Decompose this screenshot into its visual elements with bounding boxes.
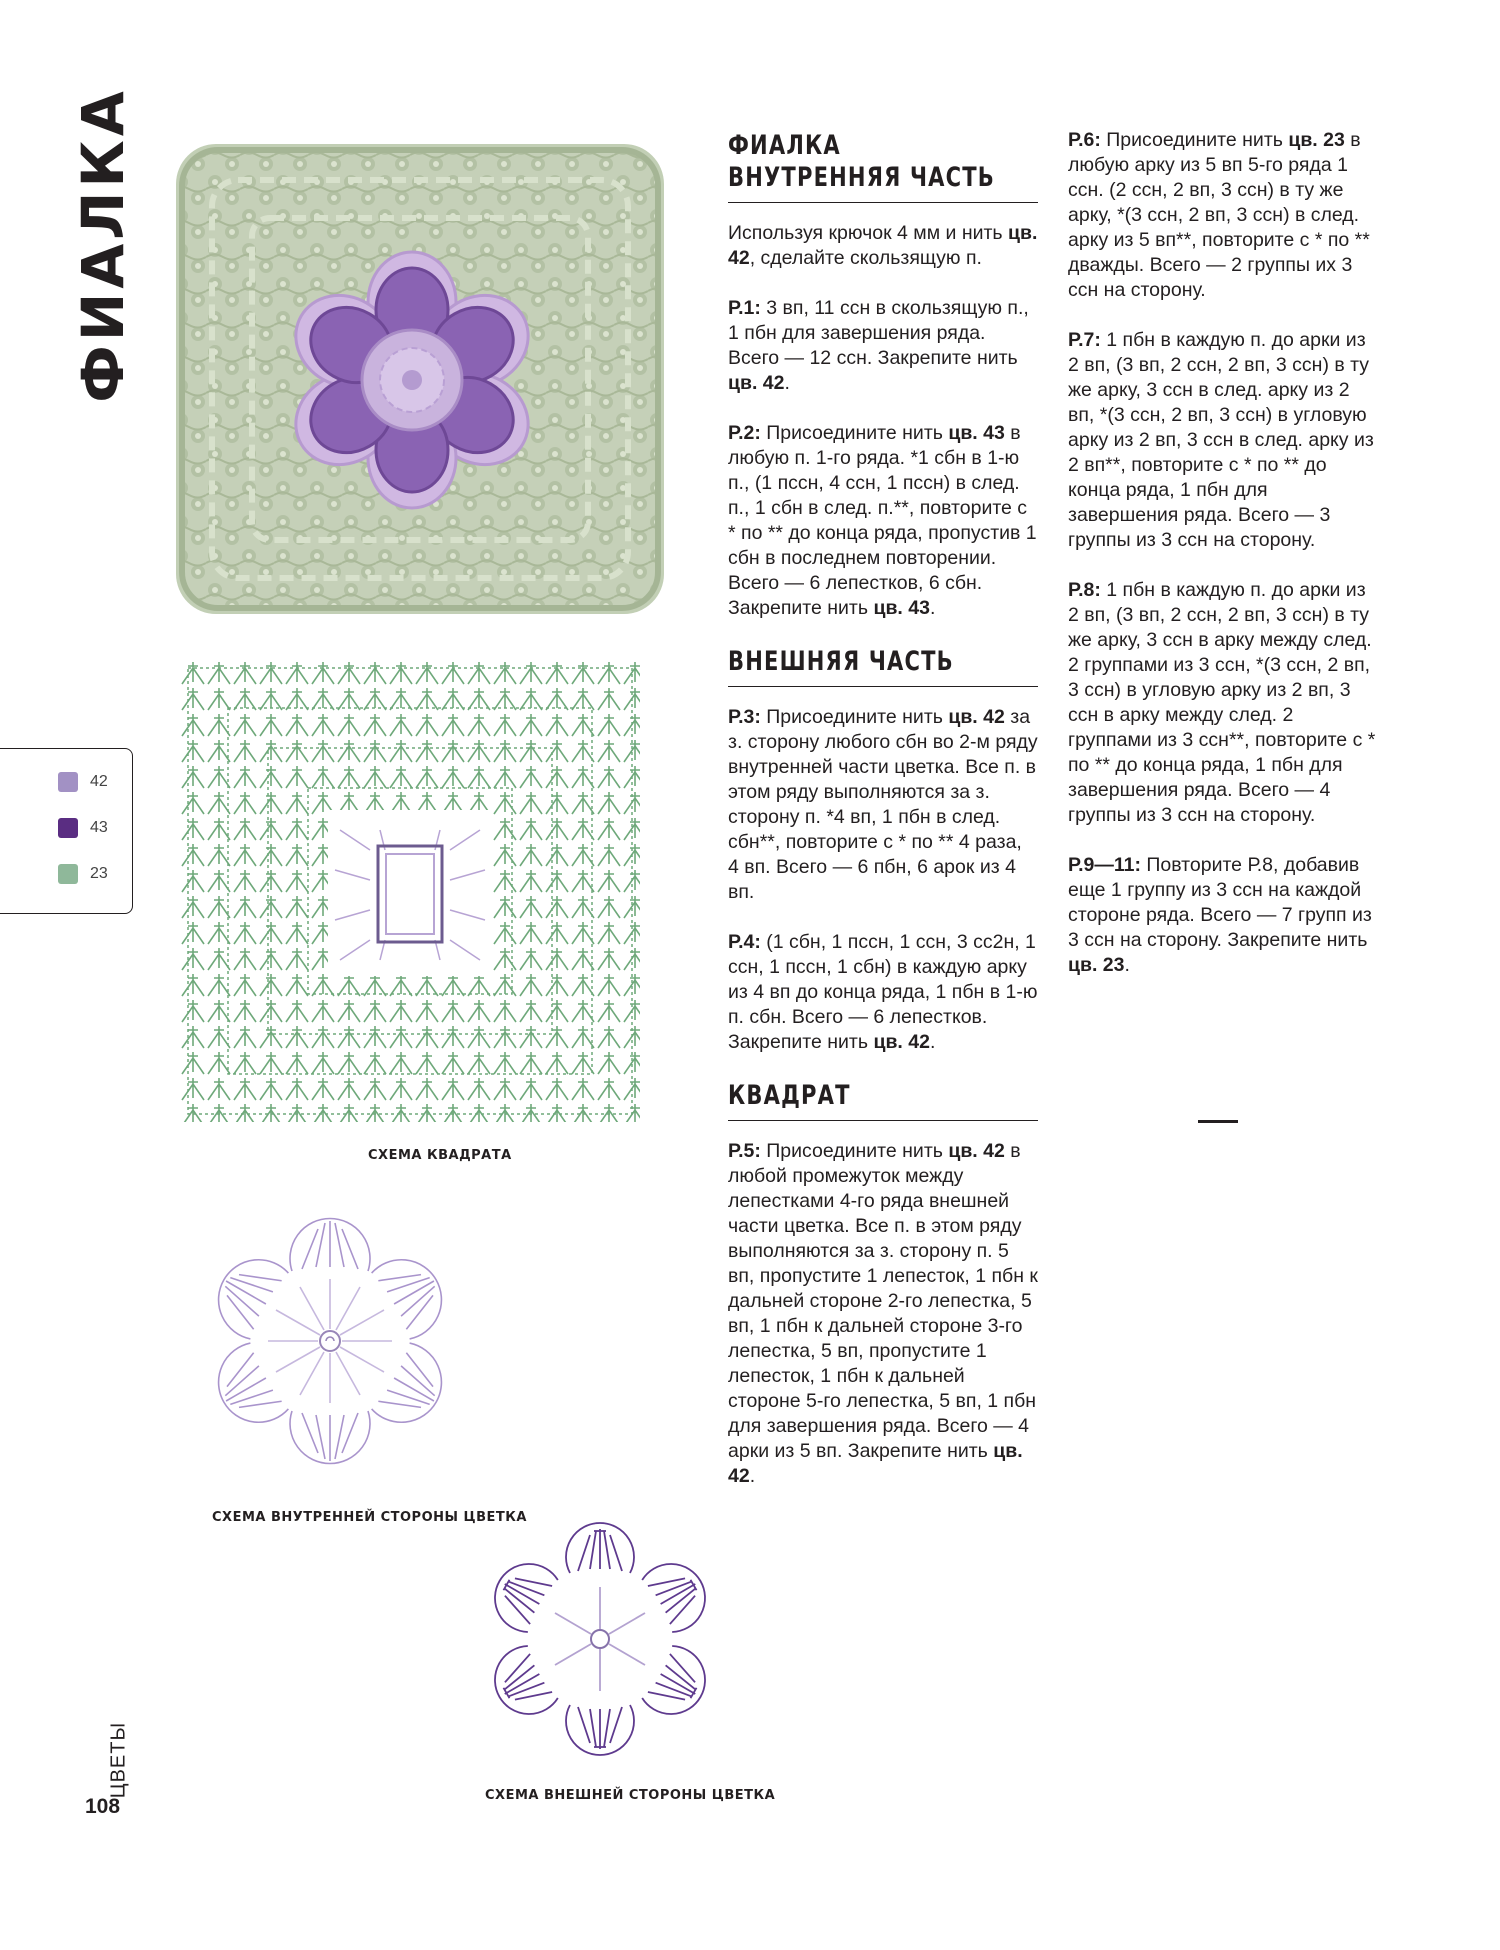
color-legend bbox=[0, 748, 133, 914]
legend-label: 43 bbox=[90, 819, 108, 836]
row-6-text-a: Присоедините нить bbox=[1100, 129, 1289, 151]
row-9-text: Повторите Р.8, добавив еще 1 группу из 3 ссн на каждой стороне ряда. Всего — 7 групп из 3 ссн на сторону. Закрепите нить bbox=[1068, 854, 1372, 951]
row-1-end: . bbox=[784, 372, 790, 394]
outer-flower-chart bbox=[480, 1518, 720, 1760]
page-number: 108 bbox=[85, 1795, 121, 1818]
row-2-label: Р.2: bbox=[728, 422, 761, 444]
row-7-paragraph bbox=[1068, 328, 1378, 553]
square-heading: КВАДРАТ bbox=[728, 1080, 851, 1111]
outer-chart-caption: СХЕМА ВНЕШНЕЙ СТОРОНЫ ЦВЕТКА bbox=[485, 1788, 776, 1803]
vertical-title-text: ФИАЛКА bbox=[69, 87, 137, 403]
row-8-paragraph bbox=[1068, 578, 1378, 828]
row-3-text-b: за з. сторону любого сбн во 2-м ряду внутренней части цветка. Все п. в этом ряду выполняются за з. сторону п. *4 вп, 1 пбн в след. сбн**, повторите с * по ** 4 раза, 4 вп. Всего — 6 пбн, 6 арок из 4 вп. bbox=[728, 706, 1038, 903]
row-4-paragraph bbox=[728, 930, 1038, 1055]
legend-item bbox=[58, 817, 108, 839]
row-2-color-b: цв. 43 bbox=[873, 597, 930, 619]
legend-swatch bbox=[58, 818, 78, 838]
row-2-end: . bbox=[929, 597, 936, 619]
intro-paragraph bbox=[728, 221, 1038, 271]
row-2-color-a: цв. 43 bbox=[948, 422, 1005, 444]
legend-swatch bbox=[58, 864, 78, 884]
row-7-label: Р.7: bbox=[1068, 329, 1101, 351]
row-9-11-paragraph bbox=[1068, 853, 1378, 978]
square-chart-caption: СХЕМА КВАДРАТА bbox=[368, 1148, 512, 1163]
row-5-end: . bbox=[749, 1465, 756, 1487]
vertical-title bbox=[58, 87, 148, 403]
intro-text: Используя крючок 4 мм и нить bbox=[728, 222, 1009, 244]
outer-heading: ВНЕШНЯЯ ЧАСТЬ bbox=[728, 646, 954, 677]
row-4-text: (1 сбн, 1 пссн, 1 ссн, 3 сс2н, 1 ссн, 1 пссн, 1 сбн) в каждую арку из 4 вп до конца ряда, 1 пбн в 1-ю п. сбн. Всего — 6 лепестков. Закрепите нить bbox=[728, 931, 1038, 1053]
heading-rule bbox=[728, 1120, 1038, 1121]
category-text: ЦВЕТЫ bbox=[107, 1721, 130, 1799]
row-5-text-b: в любой промежуток между лепестками 4-го ряда внешней части цветка. Все п. в этом ряду выполняются за з. сторону п. 5 вп, пропустите 1 лепесток, 1 пбн к дальней стороне 2-го лепестка, 5 вп, 1 пбн к дальней стороне 3-го лепестка, 5 вп, пропустите 1 лепесток, 1 пбн к дальней стороне 5-го лепестка, 5 вп, 1 пбн для завершения ряда. Всего — 4 арки из 5 вп. Закрепите нить bbox=[728, 1140, 1038, 1462]
row-7-text: 1 пбн в каждую п. до арки из 2 вп, (3 вп, 2 ссн, 2 вп, 3 ссн) в ту же арку, 3 ссн в след. арку из 2 вп, *(3 ссн, 2 вп, 3 ссн) в угловую арку из 2 вп, 3 ссн в след. арку из 2 вп**, повторите с * по ** до конца ряда, 1 пбн для завершения ряда. Всего — 3 группы из 3 ссн на сторону. bbox=[1068, 329, 1374, 551]
row-5-paragraph bbox=[728, 1139, 1038, 1489]
heading-rule bbox=[728, 686, 1038, 687]
inner-flower-chart bbox=[200, 1210, 460, 1472]
row-4-color: цв. 42 bbox=[873, 1031, 930, 1053]
row-9-label: Р.9—11: bbox=[1068, 854, 1141, 876]
row-1-paragraph bbox=[728, 296, 1038, 396]
row-6-color: цв. 23 bbox=[1288, 129, 1345, 151]
row-1-color: цв. 42 bbox=[728, 372, 785, 394]
intro-text-end: , сделайте скользящую п. bbox=[749, 247, 982, 269]
row-2-paragraph bbox=[728, 421, 1038, 621]
row-4-label: Р.4: bbox=[728, 931, 761, 953]
square-photo bbox=[172, 138, 670, 620]
legend-swatch bbox=[58, 772, 78, 792]
row-2-text-b: в любую п. 1-го ряда. *1 сбн в 1-ю п., (1 пссн, 4 ссн, 1 пссн) в след. п., 1 сбн в след. п.**, повторите с * по ** до конца ряда, пропустив 1 сбн в последнем повторении. Всего — 6 лепестков, 6 сбн. Закрепите нить bbox=[728, 422, 1037, 619]
row-3-label: Р.3: bbox=[728, 706, 761, 728]
legend-label: 42 bbox=[90, 773, 108, 790]
row-2-text-a: Присоедините нить bbox=[760, 422, 949, 444]
row-8-text: 1 пбн в каждую п. до арки из 2 вп, (3 вп, 2 ссн, 2 вп, 3 ссн) в ту же арку, 3 ссн в арку между след. 2 группами из 3 ссн, *(3 ссн, 2 вп, 3 ссн) в угловую арку из 2 вп, 3 ссн в арку между след. 2 группами из 3 ссн**, повторите с * по ** до конца ряда, 1 пбн для завершения ряда. Всего — 4 группы из 3 ссн на сторону. bbox=[1068, 579, 1376, 826]
row-1-text: 3 вп, 11 ссн в скользящую п., 1 пбн для завершения ряда. Всего — 12 ссн. Закрепите нить bbox=[728, 297, 1029, 369]
row-1-label: Р.1: bbox=[728, 297, 761, 319]
row-5-color-a: цв. 42 bbox=[948, 1140, 1005, 1162]
row-6-paragraph bbox=[1068, 128, 1378, 303]
row-9-color: цв. 23 bbox=[1068, 954, 1125, 976]
row-8-label: Р.8: bbox=[1068, 579, 1101, 601]
legend-item bbox=[58, 863, 108, 885]
inner-part-section bbox=[728, 130, 1038, 1514]
row-5-text-a: Присоедините нить bbox=[760, 1140, 949, 1162]
row-6-text-b: в любую арку из 5 вп 5-го ряда 1 ссн. (2 ссн, 2 вп, 3 ссн) в ту же арку, *(3 ссн, 2 вп, 3 ссн) в след. арку из 5 вп**, повторите с * по ** дважды. Всего — 2 группы их 3 ссн на сторону. bbox=[1068, 129, 1370, 301]
inner-heading-1: ФИАЛКА bbox=[728, 130, 841, 161]
inner-heading-2: ВНУТРЕННЯЯ ЧАСТЬ bbox=[728, 162, 996, 193]
row-5-color-b: цв. 42 bbox=[728, 1440, 1023, 1487]
end-mark bbox=[1198, 1120, 1238, 1123]
inner-chart-caption: СХЕМА ВНУТРЕННЕЙ СТОРОНЫ ЦВЕТКА bbox=[212, 1510, 527, 1525]
row-3-color: цв. 42 bbox=[948, 706, 1005, 728]
row-4-end: . bbox=[929, 1031, 936, 1053]
row-5-label: Р.5: bbox=[728, 1140, 761, 1162]
row-3-text-a: Присоедините нить bbox=[760, 706, 949, 728]
square-rows-section bbox=[1068, 128, 1378, 1003]
square-chart bbox=[180, 660, 640, 1122]
legend-item bbox=[58, 771, 108, 793]
heading-rule bbox=[728, 202, 1038, 203]
row-6-label: Р.6: bbox=[1068, 129, 1101, 151]
row-9-end: . bbox=[1124, 954, 1130, 976]
legend-label: 23 bbox=[90, 865, 108, 882]
row-3-paragraph bbox=[728, 705, 1038, 905]
intro-color: цв. 42 bbox=[728, 222, 1038, 269]
